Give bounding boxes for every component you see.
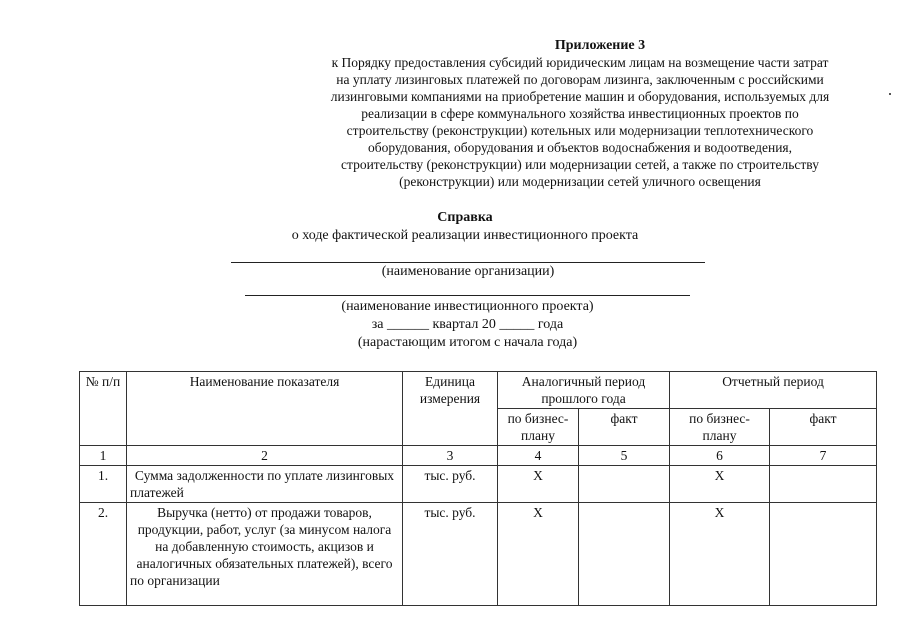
row-prev-fact (579, 466, 670, 503)
header-report-plan: по бизнес-плану (670, 409, 770, 446)
row-unit: тыс. руб. (403, 503, 498, 606)
table-header-row (80, 372, 877, 409)
indicators-table (79, 371, 877, 606)
row-prev-plan: Х (498, 503, 579, 606)
certificate-subtitle: о ходе фактической реализации инвестиционного проекта (291, 228, 639, 243)
column-number: 4 (498, 446, 579, 466)
project-name-blank (245, 295, 690, 296)
organization-name-blank (231, 262, 705, 263)
appendix-line: (реконструкции) или модернизации сетей уличного освещения (399, 174, 761, 189)
row-report-fact (770, 466, 877, 503)
row-report-fact (770, 503, 877, 606)
appendix-line: строительству (реконструкции) котельных или модернизации теплотехнического (346, 123, 814, 138)
certificate-title: Справка (437, 210, 493, 225)
row-num: 1. (80, 466, 127, 503)
column-number: 7 (770, 446, 877, 466)
organization-name-caption: (наименование организации) (381, 264, 555, 279)
cumulative-note: (нарастающим итогом с начала года) (357, 335, 578, 350)
column-number: 1 (80, 446, 127, 466)
appendix-line: на уплату лизинговых платежей по договорам лизинга, заключенным с российскими (336, 72, 824, 87)
column-number: 6 (670, 446, 770, 466)
column-number: 2 (127, 446, 403, 466)
reporting-period-line: за ______ квартал 20 _____ года (371, 317, 564, 332)
appendix-line: оборудования, оборудования и объектов водоснабжения и водоотведения, (367, 140, 793, 155)
project-caption-block (245, 298, 690, 352)
column-number-row (80, 446, 877, 466)
row-prev-fact (579, 503, 670, 606)
appendix-header (280, 37, 880, 190)
header-unit: Единица измерения (403, 372, 498, 446)
appendix-line: строительству (реконструкции) или модернизации сетей, а также по строительству (341, 157, 819, 172)
row-indicator-name: Выручка (нетто) от продажи товаров, продукции, работ, услуг (за минусом налога на добавленную стоимость, акцизов и аналогичных обязательных платежей), всего по организации (127, 503, 403, 606)
row-prev-plan: Х (498, 466, 579, 503)
table-row (80, 466, 877, 503)
column-number: 5 (579, 446, 670, 466)
appendix-line: к Порядку предоставления субсидий юридическим лицам на возмещение части затрат (331, 55, 829, 70)
header-num: № п/п (80, 372, 127, 446)
certificate-heading (230, 209, 700, 245)
appendix-line: реализации в сфере коммунального хозяйства инвестиционных проектов по (361, 106, 799, 121)
project-name-caption: (наименование инвестиционного проекта) (341, 299, 594, 314)
header-prev-plan: по бизнес-плану (498, 409, 579, 446)
header-prev-period: Аналогичный период прошлого года (498, 372, 670, 409)
header-report-fact: факт (770, 409, 877, 446)
row-report-plan: Х (670, 503, 770, 606)
row-indicator-name: Сумма задолженности по уплате лизинговых платежей (127, 466, 403, 503)
header-report-period: Отчетный период (670, 372, 877, 409)
appendix-line: лизинговыми компаниями на приобретение машин и оборудования, используемых для (330, 89, 830, 104)
row-unit: тыс. руб. (403, 466, 498, 503)
row-report-plan: Х (670, 466, 770, 503)
appendix-title: Приложение 3 (554, 38, 646, 53)
row-num: 2. (80, 503, 127, 606)
column-number: 3 (403, 446, 498, 466)
header-indicator-name: Наименование показателя (127, 372, 403, 446)
header-prev-fact: факт (579, 409, 670, 446)
table-row (80, 503, 877, 606)
scan-artifact (889, 93, 891, 95)
